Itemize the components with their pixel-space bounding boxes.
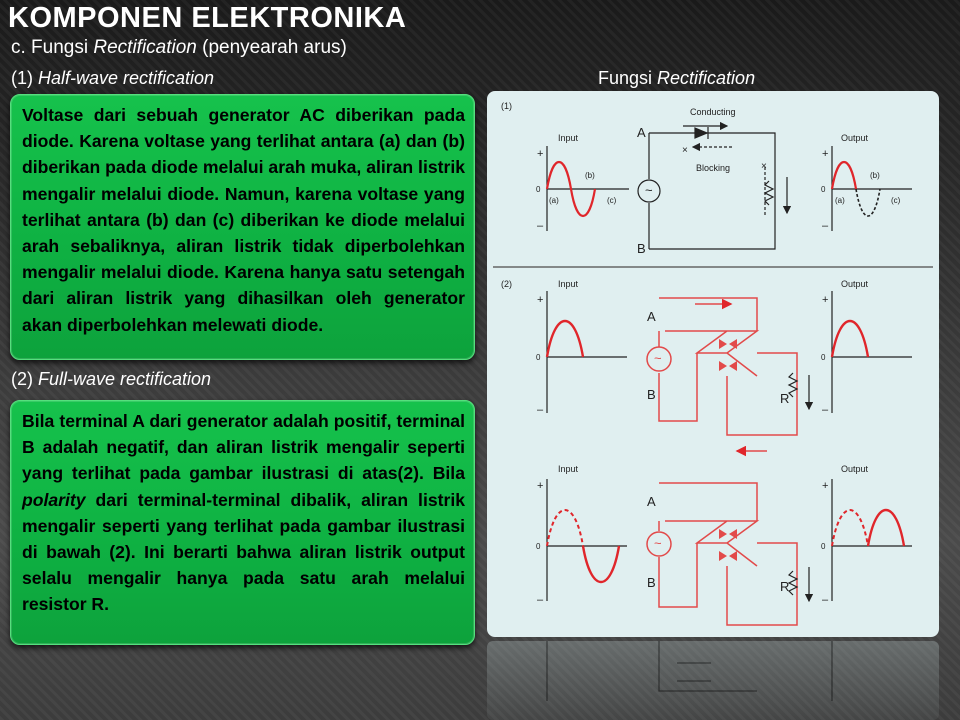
half-wave-circuit bbox=[638, 126, 787, 249]
half-wave-description: Voltase dari sebuah generator AC diberikan pada diode. Karena voltase yang terlihat antara (a) dan (b) diberikan pada diode melalui arah muka, aliran listrik mengalir melalui diode. Namun, karena voltase yang terlihat antara (b) dan (c) diberikan ke diode melalui arah sebaliknya, aliran listrik tidak diperbolehkan mengalir melalui diode. Karena hanya satu setengah dari aliran listrik yang dihasilkan oleh generator akan diperbolehkan melewati diode. bbox=[22, 105, 465, 335]
resistor-upper bbox=[789, 373, 797, 397]
axis-plus: + bbox=[822, 148, 829, 160]
full-wave-lower-output-dashed bbox=[832, 510, 868, 546]
conducting-label: Conducting bbox=[690, 107, 736, 117]
half-wave-output-graph bbox=[832, 146, 912, 231]
axis-plus: + bbox=[822, 294, 829, 306]
rectification-diagram-panel bbox=[487, 91, 939, 637]
terminal-b-label: B bbox=[647, 575, 656, 590]
terminal-b-label: B bbox=[637, 241, 646, 256]
diagram-reflection bbox=[487, 641, 939, 720]
axis-zero: 0 bbox=[536, 185, 541, 194]
half-wave-input-graph bbox=[547, 146, 629, 231]
full-wave-upper-output-graph bbox=[832, 291, 912, 413]
axis-plus: + bbox=[537, 294, 544, 306]
full-wave-lower-input-graph bbox=[547, 479, 627, 601]
blocked-mark: × bbox=[682, 145, 688, 156]
slide-title: KOMPONEN ELEKTRONIKA bbox=[8, 2, 407, 34]
terminal-a-label: A bbox=[637, 125, 646, 140]
half-wave-input-label: Input bbox=[558, 133, 579, 143]
terminal-b-label: B bbox=[647, 387, 656, 402]
resistor-lower bbox=[789, 571, 797, 595]
full-wave-upper-input-label: Input bbox=[558, 279, 579, 289]
half-wave-blocked-wave bbox=[856, 189, 880, 216]
blocked-mark-right: × bbox=[761, 161, 767, 172]
reflection-graphic bbox=[487, 641, 939, 720]
axis-minus: – bbox=[822, 404, 829, 416]
axis-plus: + bbox=[537, 480, 544, 492]
full-wave-upper-circuit bbox=[659, 298, 797, 451]
ac-source-symbol: ~ bbox=[645, 182, 653, 198]
axis-zero: 0 bbox=[821, 542, 826, 551]
diagram-heading: Fungsi Rectification bbox=[598, 68, 756, 88]
bridge-diodes-lower bbox=[719, 529, 737, 561]
part1-label: (1) bbox=[501, 101, 512, 111]
full-wave-lower-circuit bbox=[659, 483, 797, 625]
full-wave-lower-output-wave bbox=[868, 510, 904, 546]
full-wave-lower-output-graph bbox=[832, 479, 912, 601]
section-half-wave-label: (1) Half-wave rectification bbox=[11, 68, 215, 88]
axis-minus: – bbox=[537, 404, 544, 416]
part2-label: (2) bbox=[501, 279, 512, 289]
full-wave-lower-input-dashed bbox=[547, 510, 583, 546]
full-wave-upper-input-graph bbox=[547, 291, 627, 413]
axis-plus: + bbox=[822, 480, 829, 492]
axis-minus: – bbox=[537, 594, 544, 606]
half-wave-description-box bbox=[10, 94, 475, 360]
half-wave-output-label: Output bbox=[841, 133, 869, 143]
axis-zero: 0 bbox=[821, 353, 826, 362]
axis-zero: 0 bbox=[536, 542, 541, 551]
slide-subtitle: c. Fungsi Rectification (penyearah arus) bbox=[11, 37, 347, 58]
point-b-label: (b) bbox=[585, 171, 595, 180]
diode-symbol bbox=[695, 127, 708, 139]
blocking-label: Blocking bbox=[696, 163, 731, 173]
resistor-label: R bbox=[780, 579, 790, 594]
point-a-label: (a) bbox=[835, 196, 845, 205]
section-full-wave-label: (2) Full-wave rectification bbox=[11, 369, 212, 389]
terminal-a-label: A bbox=[647, 309, 656, 324]
axis-zero: 0 bbox=[536, 353, 541, 362]
point-b-label: (b) bbox=[870, 171, 880, 180]
point-c-label: (c) bbox=[607, 196, 617, 205]
axis-plus: + bbox=[537, 148, 544, 160]
full-wave-lower-input-label: Input bbox=[558, 464, 579, 474]
full-wave-upper-input-wave bbox=[547, 321, 583, 357]
axis-zero: 0 bbox=[821, 185, 826, 194]
full-wave-upper-output-label: Output bbox=[841, 279, 869, 289]
axis-minus: – bbox=[822, 594, 829, 606]
terminal-a-label: A bbox=[647, 494, 656, 509]
full-wave-description: Bila terminal A dari generator adalah positif, terminal B adalah negatif, dan aliran listrik mengalir seperti yang terlihat pada gambar ilustrasi di atas(2). Bila polarity dari terminal-terminal dibalik, aliran listrik mengalir seperti yang terlihat pada gambar ilustrasi di bawah (2). Ini berarti bahwa aliran listrik output selalu mengalir hanya pada satu arah melalui resistor R. bbox=[22, 411, 465, 615]
full-wave-lower-output-label: Output bbox=[841, 464, 869, 474]
bridge-diodes-upper bbox=[719, 339, 737, 371]
full-wave-upper-output-wave bbox=[832, 321, 868, 357]
ac-source-symbol: ~ bbox=[654, 535, 662, 551]
point-a-label: (a) bbox=[549, 196, 559, 205]
ac-source-symbol: ~ bbox=[654, 350, 662, 366]
half-wave-output-wave bbox=[832, 162, 856, 189]
full-wave-lower-input-wave bbox=[583, 546, 619, 582]
rectification-diagram bbox=[487, 91, 939, 637]
resistor-label: R bbox=[780, 391, 790, 406]
axis-minus: – bbox=[537, 220, 544, 232]
full-wave-description-box bbox=[10, 400, 475, 645]
point-c-label: (c) bbox=[891, 196, 901, 205]
axis-minus: – bbox=[822, 220, 829, 232]
